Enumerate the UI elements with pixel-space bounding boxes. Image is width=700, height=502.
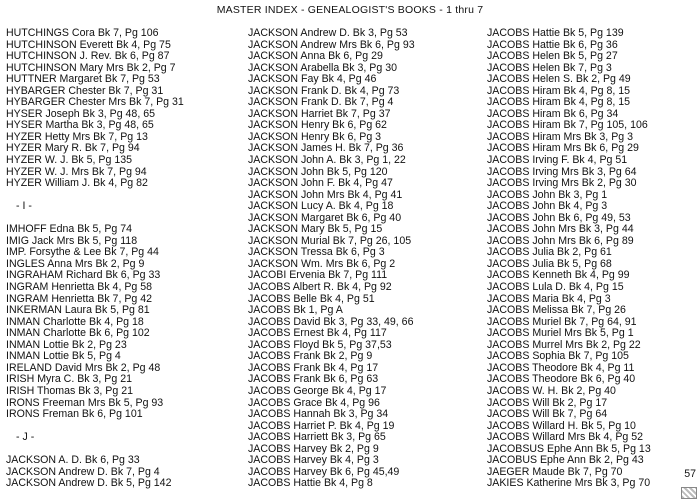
index-entry: INGLES Anna Mrs Bk 2, Pg 9 [6,257,145,270]
index-entry: HYSER Martha Bk 3, Pg 48, 65 [6,119,154,132]
index-entry: HUTCHINSON Everett Bk 4, Pg 75 [6,38,171,51]
index-entry: JACOBS Willard H. Bk 5, Pg 10 [487,419,636,432]
index-entry: JACOBS Hattie Bk 5, Pg 139 [487,27,624,39]
index-entry: HYZER W. J. Bk 5, Pg 135 [6,154,132,167]
index-entry: JACOBUS Ephe Ann Bk 2, Pg 43 [487,454,644,467]
index-entry: JACOBI Ervenia Bk 7, Pg 111 [248,269,388,282]
index-entry: JACOBS Frank Bk 6, Pg 63 [248,373,379,386]
index-entry: HYBARGER Chester Bk 7, Pg 31 [6,84,164,97]
index-entry: INMAN Lottie Bk 5, Pg 4 [6,350,121,363]
index-entry: HYBARGER Chester Mrs Bk 7, Pg 31 [6,96,184,109]
index-column-2 [248,28,480,490]
index-entry: JAKIES Katherine Mrs Bk 3, Pg 70 [487,477,651,490]
index-entry: JACOBS John Mrs Bk 3, Pg 44 [487,223,634,236]
index-entry: JACOBS John Bk 4, Pg 3 [487,200,608,213]
index-entry: JACOBS Kenneth Bk 4, Pg 99 [487,269,630,282]
index-entry: JACOBS Frank Bk 2, Pg 9 [248,350,373,363]
index-entry: JACOBS Willard Mrs Bk 4, Pg 52 [487,431,644,444]
index-entry: JACKSON Margaret Bk 6, Pg 40 [248,211,402,224]
index-entry: INGRAHAM Richard Bk 6, Pg 33 [6,269,161,282]
index-entry: JACOBS Ernest Bk 4, Pg 117 [248,327,387,340]
index-entry: JACKSON John A. Bk 3, Pg 1, 22 [248,154,406,167]
index-entry: IMP. Forsythe & Lee Bk 7, Pg 44 [6,246,159,259]
index-entry: HYSER Joseph Bk 3, Pg 48, 65 [6,107,155,120]
index-entry: JACOBS Will Bk 7, Pg 64 [487,408,608,421]
index-entry: JACOBS Hiram Bk 6, Pg 34 [487,107,619,120]
index-entry: JACOBS John Mrs Bk 6, Pg 89 [487,234,634,247]
index-entry: JACOBS Bk 1, Pg A [248,304,343,317]
index-entry: JACOBS Muriel Mrs Bk 5, Pg 1 [487,327,634,340]
index-entry: JACKSON Andrew D. Bk 5, Pg 142 [6,477,172,490]
index-column-3 [487,28,692,490]
index-entry: JACKSON Murial Bk 7, Pg 26, 105 [248,234,412,247]
index-entry: IRELAND David Mrs Bk 2, Pg 48 [6,361,161,374]
index-entry: JACKSON John Bk 5, Pg 120 [248,165,388,178]
index-entry: JACOBS Lula D. Bk 4, Pg 15 [487,281,624,294]
index-entry: JACKSON Mary Bk 5, Pg 15 [248,223,383,236]
index-entry: JACOBS Harvey Bk 6, Pg 45,49 [248,465,400,478]
spacer [6,190,238,202]
index-column-1 [6,28,238,490]
index-entry: INGRAM Henrietta Bk 7, Pg 42 [6,292,153,305]
index-entry: JACOBS Hannah Bk 3, Pg 34 [248,408,389,421]
index-entry: JACKSON Andrew D. Bk 3, Pg 53 [248,27,408,39]
index-entry: IRONS Freeman Mrs Bk 5, Pg 93 [6,396,164,409]
index-entry: JACKSON A. D. Bk 6, Pg 33 [6,454,140,467]
spacer [6,421,238,433]
index-entry: JACOBS John Bk 6, Pg 49, 53 [487,211,631,224]
index-entry: JACKSON Harriet Bk 7, Pg 37 [248,107,391,120]
index-entry: JACKSON Fay Bk 4, Pg 46 [248,73,377,86]
index-entry: JACKSON Lucy A. Bk 4, Pg 18 [248,200,394,213]
page-number: 57 [684,468,696,480]
index-entry: JACOBS David Bk 3, Pg 33, 49, 66 [248,315,414,328]
index-entry: JACKSON Arabella Bk 3, Pg 30 [248,61,397,74]
index-entry: JACKSON Andrew Mrs Bk 6, Pg 93 [248,38,415,51]
index-entry: HUTTNER Margaret Bk 7, Pg 53 [6,73,160,86]
scan-corner-mark [681,487,697,499]
index-entry: JACOBS Murrel Mrs Bk 2, Pg 22 [487,338,641,351]
index-entry: HUTCHINSON Mary Mrs Bk 2, Pg 7 [6,61,176,74]
index-entry: JACOBS Melissa Bk 7, Pg 26 [487,304,626,317]
index-entry: JACOBS Frank Bk 4, Pg 17 [248,361,379,374]
index-entry: JACOBS W. H. Bk 2, Pg 40 [487,384,616,397]
index-entry: JACKSON Henry Bk 6, Pg 3 [248,130,382,143]
index-entry: IMHOFF Edna Bk 5, Pg 74 [6,223,132,236]
index-entry: JACOBS Julia Bk 5, Pg 68 [487,257,612,270]
index-entry: JACOBS Hiram Mrs Bk 6, Pg 29 [487,142,639,155]
index-entry: HYZER Hetty Mrs Bk 7, Pg 13 [6,130,148,143]
index-entry: JACKSON Tressa Bk 6, Pg 3 [248,246,385,259]
index-entry: JACKSON Frank D. Bk 7, Pg 4 [248,96,394,109]
index-entry: JACOBS Floyd Bk 5, Pg 37,53 [248,338,392,351]
index-entry: JACOBS Theodore Bk 6, Pg 40 [487,373,636,386]
section-letter-heading: - J - [16,431,35,444]
index-entry: HYZER Mary R. Bk 7, Pg 94 [6,142,140,155]
index-entry: JACOBS Helen Bk 5, Pg 27 [487,50,618,63]
section-letter-heading: - I - [16,200,32,213]
index-entry: JACOBS Irving F. Bk 4, Pg 51 [487,154,628,167]
index-entry: JACOBS Irving Mrs Bk 3, Pg 64 [487,165,637,178]
index-entry: JACOBS Grace Bk 4, Pg 96 [248,396,380,409]
index-entry: INKERMAN Laura Bk 5, Pg 81 [6,304,150,317]
index-entry: INMAN Charlotte Bk 6, Pg 102 [6,327,150,340]
index-entry: JACKSON Frank D. Bk 4, Pg 73 [248,84,400,97]
index-entry: HYZER W. J. Mrs Bk 7, Pg 94 [6,165,147,178]
index-entry: JACKSON James H. Bk 7, Pg 36 [248,142,404,155]
index-entry: JACOBS Irving Mrs Bk 2, Pg 30 [487,177,637,190]
index-entry: JACOBS George Bk 4, Pg 17 [248,384,387,397]
index-entry: JACOBS Hiram Bk 4, Pg 8, 15 [487,84,631,97]
index-entry: JACKSON Anna Bk 6, Pg 29 [248,50,383,63]
index-entry: JACOBS Theodore Bk 4, Pg 11 [487,361,635,374]
index-entry: JACOBS Belle Bk 4, Pg 51 [248,292,375,305]
index-entry: JACKSON Henry Bk 6, Pg 62 [248,119,387,132]
index-entry: JACOBS Will Bk 2, Pg 17 [487,396,608,409]
index-entry: HUTCHINSON J. Rev. Bk 6, Pg 87 [6,50,170,63]
index-entry: IRONS Freman Bk 6, Pg 101 [6,408,143,421]
index-entry: JACOBS Hattie Bk 4, Pg 8 [248,477,373,490]
index-entry: JACKSON John Mrs Bk 4, Pg 41 [248,188,403,201]
page-title: MASTER INDEX - GENEALOGIST'S BOOKS - 1 thru 7 [216,4,484,16]
index-entry: INMAN Lottie Bk 2, Pg 23 [6,338,127,351]
index-entry: JACOBS Hiram Bk 7, Pg 105, 106 [487,119,648,132]
index-entry: HYZER William J. Bk 4, Pg 82 [6,177,148,190]
index-entry: JACOBS Hattie Bk 6, Pg 36 [487,38,618,51]
index-entry: JACOBS Harriet P. Bk 4, Pg 19 [248,419,395,432]
index-entry: INGRAM Henrietta Bk 4, Pg 58 [6,281,153,294]
index-entry: IRISH Myra C. Bk 3, Pg 21 [6,373,132,386]
index-entry: JACOBS Julia Bk 2, Pg 61 [487,246,612,259]
index-entry: JACOBS John Bk 3, Pg 1 [487,188,608,201]
index-entry: JACOBS Muriel Bk 7, Pg 64, 91 [487,315,637,328]
index-entry: JACOBS Harvey Bk 2, Pg 9 [248,442,379,455]
index-entry: JACKSON John F. Bk 4, Pg 47 [248,177,393,190]
index-entry: JACOBS Helen Bk 7, Pg 3 [487,61,612,74]
index-entry: INMAN Charlotte Bk 4, Pg 18 [6,315,144,328]
index-entry: IRISH Thomas Bk 3, Pg 21 [6,384,133,397]
index-entry: JACKSON Wm. Mrs Bk 6, Pg 2 [248,257,396,270]
index-entry: JACKSON Andrew D. Bk 7, Pg 4 [6,465,160,478]
index-entry: JACOBS Hiram Mrs Bk 3, Pg 3 [487,130,633,143]
index-entry: JACOBS Maria Bk 4, Pg 3 [487,292,611,305]
index-entry: JACOBS Hiram Bk 4, Pg 8, 15 [487,96,631,109]
index-entry: HUTCHINGS Cora Bk 7, Pg 106 [6,27,159,39]
index-entry: JACOBS Sophia Bk 7, Pg 105 [487,350,629,363]
index-entry: JACOBS Helen S. Bk 2, Pg 49 [487,73,631,86]
index-entry: JACOBS Harriett Bk 3, Pg 65 [248,431,386,444]
index-entry: JAEGER Maude Bk 7, Pg 70 [487,465,623,478]
index-entry: JACOBS Harvey Bk 4, Pg 3 [248,454,379,467]
index-entry: JACOBSUS Ephe Ann Bk 5, Pg 13 [487,442,651,455]
index-entry: IMIG Jack Mrs Bk 5, Pg 118 [6,234,138,247]
index-entry: JACOBS Albert R. Bk 4, Pg 92 [248,281,392,294]
